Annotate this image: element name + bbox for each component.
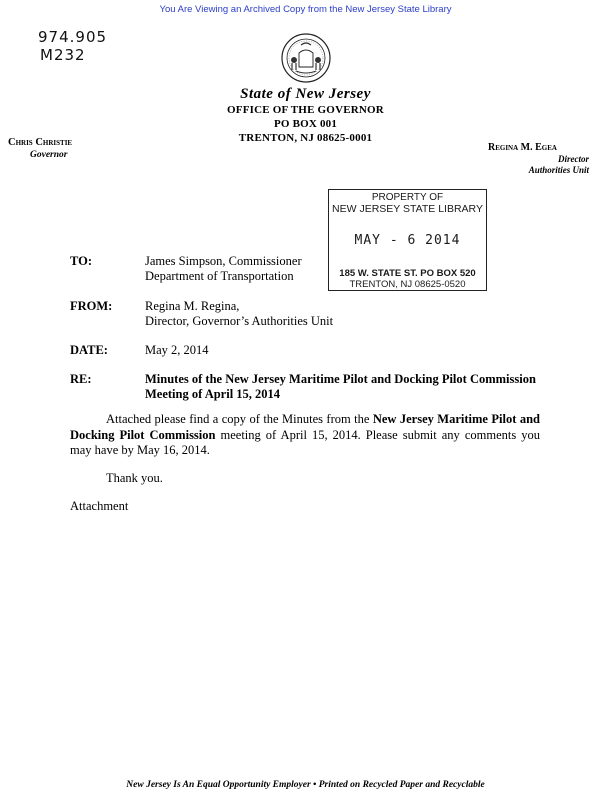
from-title: Director, Governor’s Authorities Unit	[145, 314, 334, 328]
governor-name: Chris Christie	[8, 137, 73, 148]
body-commission-name: New Jersey Maritime Pilot and Docking Pilot Commission	[70, 412, 540, 442]
closing-thanks: Thank you.	[106, 471, 163, 485]
governor-title: Governor	[30, 150, 68, 160]
archive-notice: You Are Viewing an Archived Copy from the New Jersey State Library	[159, 4, 452, 15]
body-paragraph	[70, 412, 540, 459]
re-subject: Minutes of the New Jersey Maritime Pilot and Docking Pilot Commission Meeting of April 15, 2014	[145, 372, 536, 401]
re-label: RE:	[70, 372, 92, 386]
body-text-start: Attached please find a copy of the Minutes from the	[106, 412, 373, 426]
stamp-date: MAY - 6 2014	[354, 233, 461, 248]
stamp-address: 185 W. STATE ST. PO BOX 520	[339, 268, 476, 279]
handwritten-shelf-mark: M232	[40, 46, 86, 64]
director-name: Regina M. Egea	[488, 142, 557, 153]
stamp-city: TRENTON, NJ 08625-0520	[349, 279, 466, 290]
stamp-library: NEW JERSEY STATE LIBRARY	[332, 203, 483, 215]
office-title: OFFICE OF THE GOVERNOR	[227, 104, 384, 116]
date-label: DATE:	[70, 343, 108, 357]
body-text-end: meeting of April 15, 2014. Please submit any comments you may have by May 16, 2014.	[70, 427, 540, 457]
po-box: PO BOX 001	[273, 118, 338, 130]
library-stamp	[328, 189, 487, 291]
from-label: FROM:	[70, 299, 113, 313]
state-title: State of New Jersey	[240, 86, 371, 102]
to-name: James Simpson, Commissioner	[145, 254, 302, 268]
handwritten-call-number: 974.905	[38, 28, 108, 46]
to-department: Department of Transportation	[145, 269, 294, 283]
director-title: Director	[558, 154, 589, 164]
footer-note: New Jersey Is An Equal Opportunity Employer • Printed on Recycled Paper and Recyclable	[126, 780, 485, 790]
attachment-note: Attachment	[70, 499, 129, 513]
date-value: May 2, 2014	[145, 343, 209, 357]
from-name: Regina M. Regina,	[145, 299, 240, 313]
stamp-property: PROPERTY OF	[371, 192, 444, 203]
city-address: TRENTON, NJ 08625-0001	[238, 132, 373, 144]
state-seal-icon	[281, 33, 331, 83]
director-unit: Authorities Unit	[528, 165, 589, 175]
to-label: TO:	[70, 254, 92, 268]
